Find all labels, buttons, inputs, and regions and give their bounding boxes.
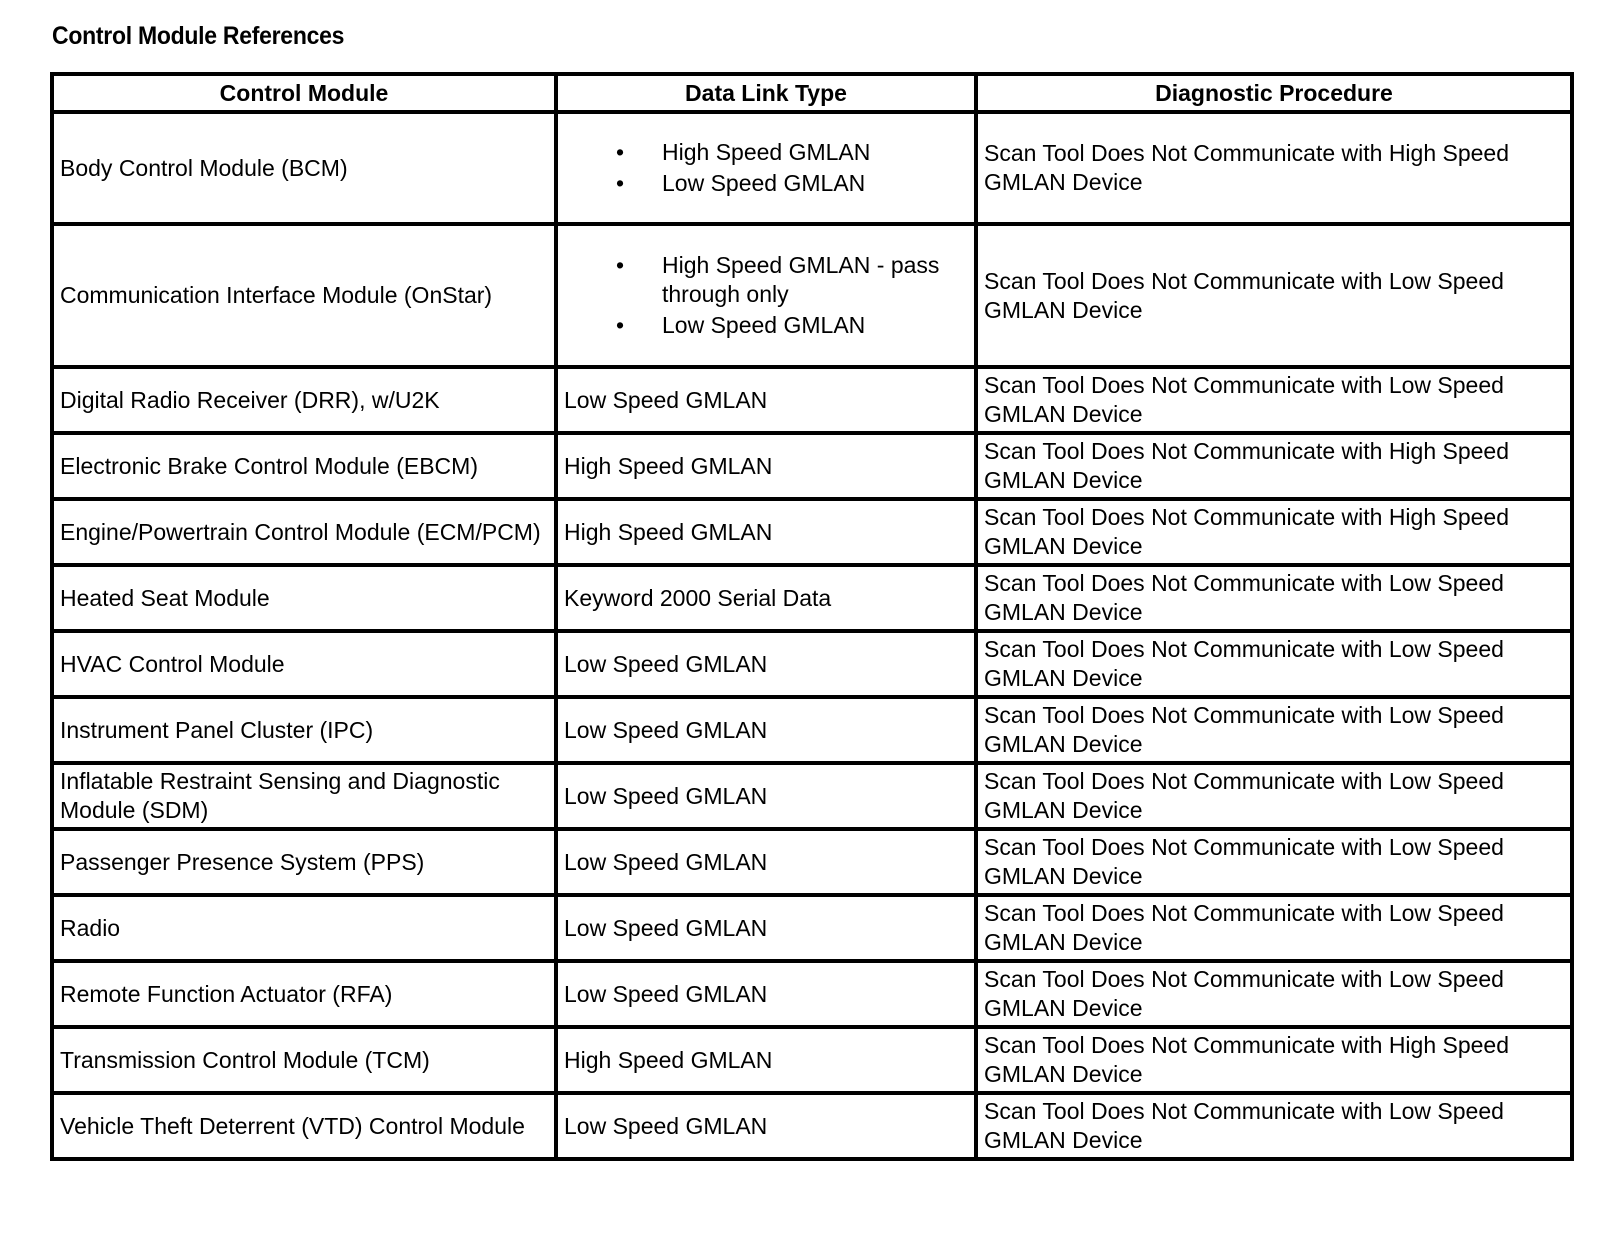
table-row [52, 433, 1572, 499]
header-data-link-type: Data Link Type [556, 74, 976, 112]
data-link-text: High Speed GMLAN - pass through only [662, 252, 940, 307]
procedure-link[interactable]: Scan Tool Does Not Communicate with Low Speed GMLAN Device [976, 631, 1572, 697]
table-row [52, 697, 1572, 763]
module-cell: Passenger Presence System (PPS) [52, 829, 556, 895]
procedure-link[interactable]: Scan Tool Does Not Communicate with Low Speed GMLAN Device [976, 697, 1572, 763]
module-cell: Radio [52, 895, 556, 961]
data-link-cell: Low Speed GMLAN [556, 1093, 976, 1159]
data-link-cell: Keyword 2000 Serial Data [556, 565, 976, 631]
data-link-cell: Low Speed GMLAN [556, 367, 976, 433]
module-cell: Inflatable Restraint Sensing and Diagnostic Module (SDM) [52, 763, 556, 829]
table-row [52, 565, 1572, 631]
header-control-module: Control Module [52, 74, 556, 112]
list-item [564, 138, 968, 167]
module-cell: Engine/Powertrain Control Module (ECM/PCM) [52, 499, 556, 565]
data-link-cell: Low Speed GMLAN [556, 631, 976, 697]
table-header-row [52, 74, 1572, 112]
module-cell: HVAC Control Module [52, 631, 556, 697]
module-cell: Vehicle Theft Deterrent (VTD) Control Module [52, 1093, 556, 1159]
data-link-cell [556, 112, 976, 224]
module-cell: Electronic Brake Control Module (EBCM) [52, 433, 556, 499]
table-row [52, 1027, 1572, 1093]
table-row [52, 631, 1572, 697]
data-link-list [564, 251, 968, 340]
procedure-link[interactable]: Scan Tool Does Not Communicate with Low Speed GMLAN Device [976, 829, 1572, 895]
data-link-cell: Low Speed GMLAN [556, 763, 976, 829]
table-row [52, 224, 1572, 367]
list-item [564, 311, 968, 340]
data-link-cell [556, 224, 976, 367]
procedure-link[interactable]: Scan Tool Does Not Communicate with Low Speed GMLAN Device [976, 961, 1572, 1027]
module-cell: Digital Radio Receiver (DRR), w/U2K [52, 367, 556, 433]
procedure-link[interactable]: Scan Tool Does Not Communicate with High Speed GMLAN Device [976, 112, 1572, 224]
control-module-table [50, 72, 1574, 1161]
bullet-icon: • [616, 312, 625, 338]
table-row [52, 829, 1572, 895]
table-row [52, 763, 1572, 829]
data-link-cell: Low Speed GMLAN [556, 961, 976, 1027]
header-diagnostic-procedure: Diagnostic Procedure [976, 74, 1572, 112]
procedure-link[interactable]: Scan Tool Does Not Communicate with Low Speed GMLAN Device [976, 565, 1572, 631]
procedure-link[interactable]: Scan Tool Does Not Communicate with Low Speed GMLAN Device [976, 367, 1572, 433]
table-row [52, 1093, 1572, 1159]
bullet-icon: • [616, 170, 625, 196]
data-link-text: Low Speed GMLAN [662, 312, 866, 338]
table-row [52, 961, 1572, 1027]
procedure-link[interactable]: Scan Tool Does Not Communicate with Low Speed GMLAN Device [976, 224, 1572, 367]
data-link-text: Low Speed GMLAN [662, 170, 866, 196]
bullet-icon: • [616, 252, 625, 278]
data-link-cell: High Speed GMLAN [556, 433, 976, 499]
table-row [52, 499, 1572, 565]
module-cell: Instrument Panel Cluster (IPC) [52, 697, 556, 763]
table-row [52, 367, 1572, 433]
list-item [564, 251, 968, 309]
module-cell: Transmission Control Module (TCM) [52, 1027, 556, 1093]
procedure-link[interactable]: Scan Tool Does Not Communicate with High Speed GMLAN Device [976, 433, 1572, 499]
table-row [52, 895, 1572, 961]
module-cell: Remote Function Actuator (RFA) [52, 961, 556, 1027]
data-link-cell: Low Speed GMLAN [556, 895, 976, 961]
page-title: Control Module References [52, 22, 345, 50]
list-item [564, 169, 968, 198]
data-link-cell: Low Speed GMLAN [556, 829, 976, 895]
procedure-link[interactable]: Scan Tool Does Not Communicate with Low Speed GMLAN Device [976, 1093, 1572, 1159]
data-link-cell: High Speed GMLAN [556, 1027, 976, 1093]
procedure-link[interactable]: Scan Tool Does Not Communicate with High Speed GMLAN Device [976, 1027, 1572, 1093]
data-link-text: High Speed GMLAN [662, 139, 871, 165]
procedure-link[interactable]: Scan Tool Does Not Communicate with Low Speed GMLAN Device [976, 763, 1572, 829]
procedure-link[interactable]: Scan Tool Does Not Communicate with Low Speed GMLAN Device [976, 895, 1572, 961]
module-cell: Body Control Module (BCM) [52, 112, 556, 224]
table-row [52, 112, 1572, 224]
module-cell: Heated Seat Module [52, 565, 556, 631]
bullet-icon: • [616, 139, 625, 165]
procedure-link[interactable]: Scan Tool Does Not Communicate with High Speed GMLAN Device [976, 499, 1572, 565]
module-cell: Communication Interface Module (OnStar) [52, 224, 556, 367]
data-link-list [564, 138, 968, 198]
data-link-cell: Low Speed GMLAN [556, 697, 976, 763]
data-link-cell: High Speed GMLAN [556, 499, 976, 565]
